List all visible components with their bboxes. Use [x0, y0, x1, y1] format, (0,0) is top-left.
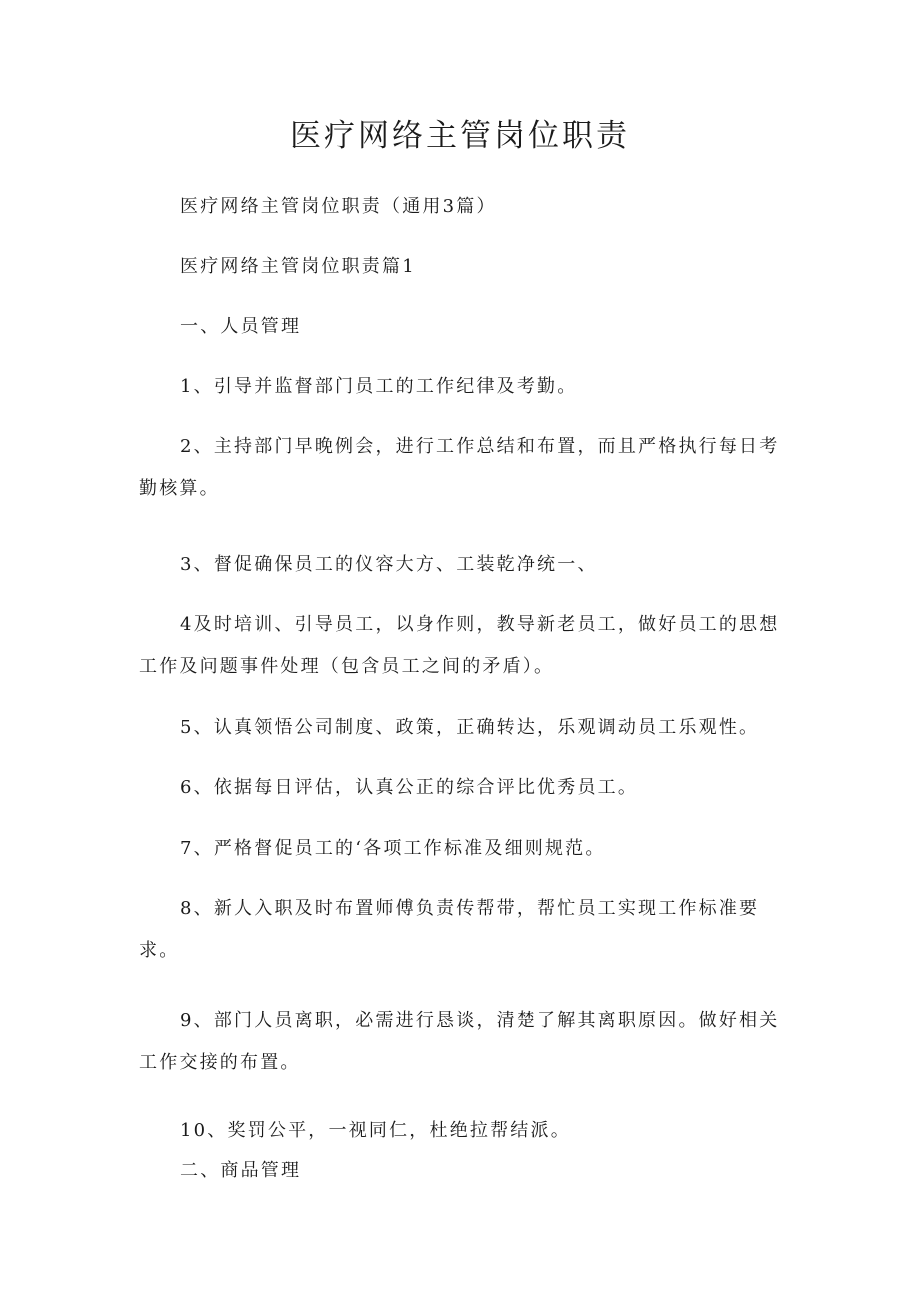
paragraph-item-3: 3、督促确保员工的仪容大方、工装乾净统一、 [180, 554, 598, 575]
paragraph-section-heading: 医疗网络主管岗位职责篇1 [180, 256, 416, 277]
paragraph-heading-personnel: 一、人员管理 [180, 316, 302, 337]
document-title: 医疗网络主管岗位职责 [290, 118, 630, 154]
paragraph-item-4: 4及时培训、引导员工，以身作则，教导新老员工，做好员工的思想工作及问题事件处理（包含员工之间的矛盾）。 [139, 614, 780, 677]
paragraph-item-8: 8、新人入职及时布置师傅负责传帮带，帮忙员工实现工作标准要求。 [139, 898, 760, 961]
paragraph-subtitle: 医疗网络主管岗位职责（通用3篇） [180, 196, 497, 217]
paragraph-item-7: 7、严格督促员工的‘各项工作标准及细则规范。 [180, 838, 606, 859]
paragraph-item-9: 9、部门人员离职，必需进行恳谈，清楚了解其离职原因。做好相关工作交接的布置。 [139, 1010, 780, 1073]
paragraph-heading-goods: 二、商品管理 [180, 1160, 302, 1181]
paragraph-item-1: 1、引导并监督部门员工的工作纪律及考勤。 [180, 376, 578, 397]
paragraph-item-2: 2、主持部门早晚例会，进行工作总结和布置，而且严格执行每日考勤核算。 [139, 436, 780, 499]
paragraph-item-10: 10、奖罚公平，一视同仁，杜绝拉帮结派。 [180, 1120, 571, 1141]
paragraph-item-5: 5、认真领悟公司制度、政策，正确转达，乐观调动员工乐观性。 [180, 717, 760, 738]
paragraph-item-6: 6、依据每日评估，认真公正的综合评比优秀员工。 [180, 777, 639, 798]
